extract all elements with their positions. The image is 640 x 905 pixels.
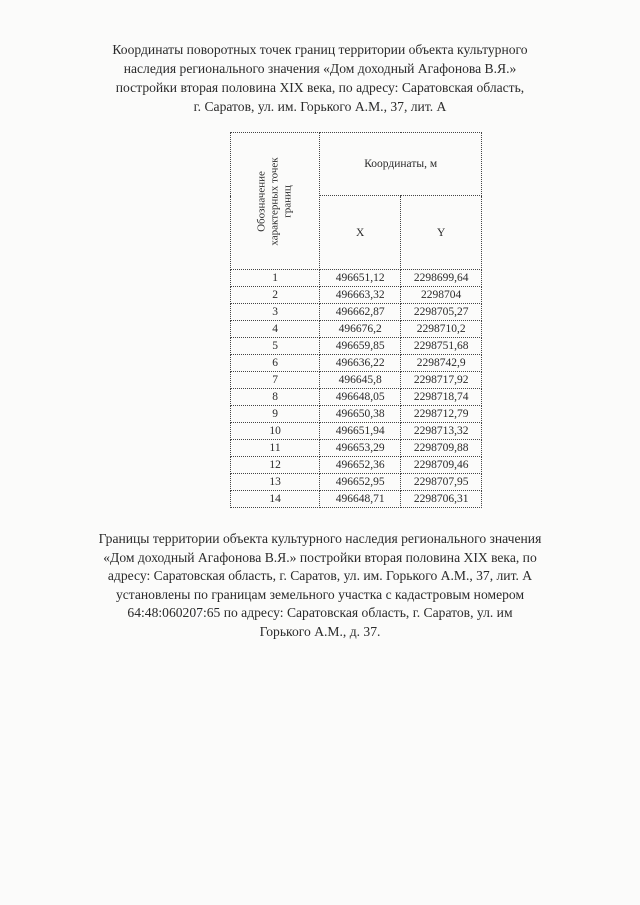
x-coordinate-cell: 496663,32 [320,287,401,304]
point-number-cell: 7 [231,372,320,389]
document-title [70,40,570,116]
point-number-cell: 12 [231,457,320,474]
y-coordinate-cell: 2298751,68 [401,338,482,355]
table-row [231,474,482,491]
x-coordinate-cell: 496651,12 [320,270,401,287]
x-coordinate-cell: 496636,22 [320,355,401,372]
title-line: Координаты поворотных точек границ территории объекта культурного [112,42,528,57]
table-row [231,406,482,423]
x-coordinate-cell: 496651,94 [320,423,401,440]
header-y: Y [401,196,482,270]
point-number-cell: 11 [231,440,320,457]
table-row [231,338,482,355]
point-number-cell: 8 [231,389,320,406]
x-coordinate-cell: 496662,87 [320,304,401,321]
footer-paragraph [70,530,570,641]
point-number-cell: 13 [231,474,320,491]
table-row [231,304,482,321]
point-number-cell: 9 [231,406,320,423]
x-coordinate-cell: 496659,85 [320,338,401,355]
header-point-line: характерных точек [268,156,281,246]
table-row [231,372,482,389]
footer-line: Границы территории объекта культурного наследия регионального значения [98,531,542,546]
title-line: г. Саратов, ул. им. Горького А.М., 37, лит. А [193,99,447,114]
point-number-cell: 2 [231,287,320,304]
footer-line: «Дом доходный Агафонова В.Я.» постройки вторая половина XIX века, по [103,549,537,565]
table-row [231,355,482,372]
y-coordinate-cell: 2298709,88 [401,440,482,457]
title-line: наследия регионального значения «Дом доходный Агафонова В.Я.» [123,61,517,76]
point-number-cell: 14 [231,491,320,508]
point-number-cell: 1 [231,270,320,287]
x-coordinate-cell: 496653,29 [320,440,401,457]
x-coordinate-cell: 496648,71 [320,491,401,508]
y-coordinate-cell: 2298712,79 [401,406,482,423]
y-coordinate-cell: 2298718,74 [401,389,482,406]
point-number-cell: 10 [231,423,320,440]
table-row [231,270,482,287]
y-coordinate-cell: 2298704 [401,287,482,304]
header-point-rotated [256,157,295,245]
header-x: X [320,196,401,270]
x-coordinate-cell: 496652,36 [320,457,401,474]
y-coordinate-cell: 2298699,64 [401,270,482,287]
point-number-cell: 5 [231,338,320,355]
y-coordinate-cell: 2298709,46 [401,457,482,474]
table-body [231,270,482,508]
x-coordinate-cell: 496645,8 [320,372,401,389]
table-row [231,321,482,338]
point-number-cell: 6 [231,355,320,372]
footer-line: Горького А.М., д. 37. [259,623,381,639]
y-coordinate-cell: 2298710,2 [401,321,482,338]
x-coordinate-cell: 496648,05 [320,389,401,406]
y-coordinate-cell: 2298707,95 [401,474,482,491]
header-coordinates: Координаты, м [320,133,482,196]
x-coordinate-cell: 496650,38 [320,406,401,423]
table-row [231,440,482,457]
footer-line: установлены по границам земельного участка с кадастровым номером [115,586,525,602]
point-number-cell: 4 [231,321,320,338]
table-row [231,491,482,508]
x-coordinate-cell: 496676,2 [320,321,401,338]
y-coordinate-cell: 2298742,9 [401,355,482,372]
y-coordinate-cell: 2298705,27 [401,304,482,321]
y-coordinate-cell: 2298706,31 [401,491,482,508]
point-number-cell: 3 [231,304,320,321]
x-coordinate-cell: 496652,95 [320,474,401,491]
coordinates-table [230,132,482,508]
header-point-line: Обозначение [255,170,268,232]
footer-line: адресу: Саратовская область, г. Саратов, ул. им. Горького А.М., 37, лит. А [107,568,533,583]
table-row [231,287,482,304]
header-point-designation [231,133,320,270]
title-line: постройки вторая половина XIX века, по адресу: Саратовская область, [115,80,525,95]
table-row [231,423,482,440]
table-row [231,457,482,474]
y-coordinate-cell: 2298717,92 [401,372,482,389]
table-row [231,389,482,406]
header-point-line: границ [281,184,294,218]
footer-line: 64:48:060207:65 по адресу: Саратовская область, г. Саратов, ул. им [127,605,513,620]
y-coordinate-cell: 2298713,32 [401,423,482,440]
